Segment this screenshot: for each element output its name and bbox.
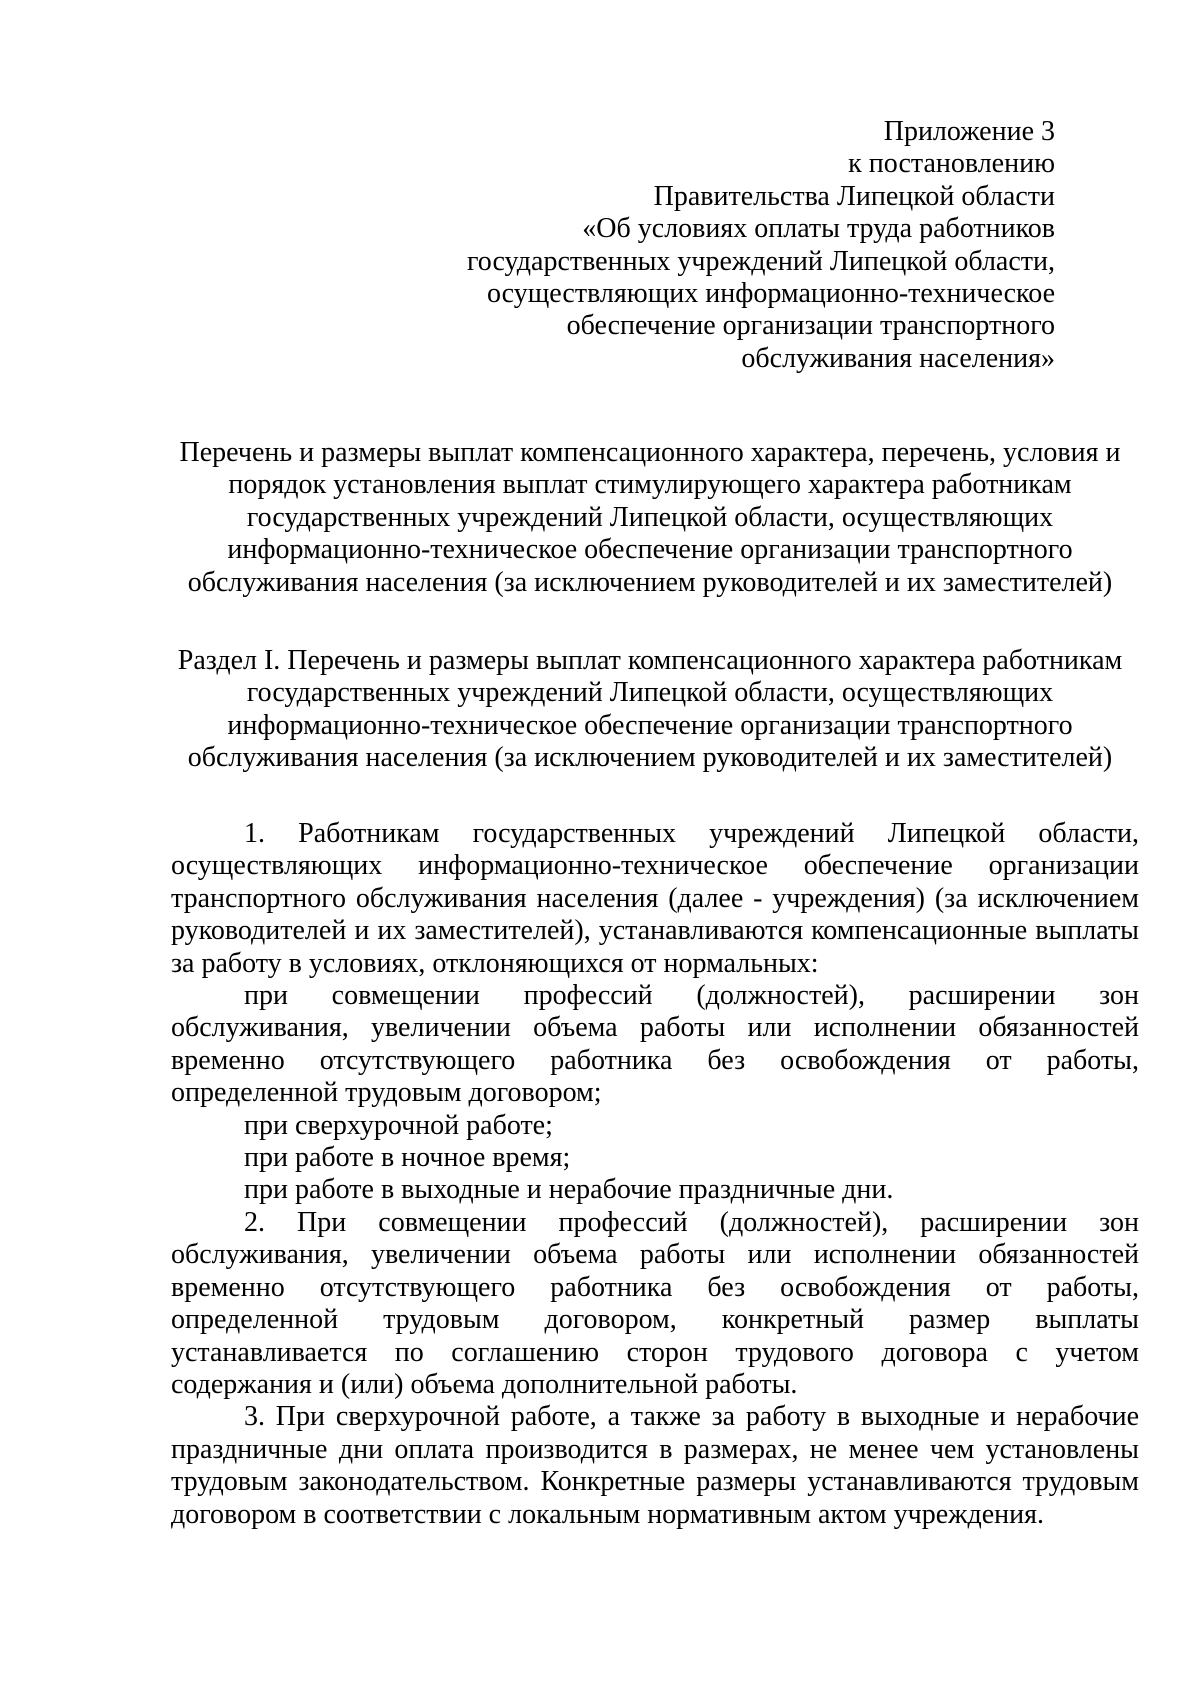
appendix-line: обслуживания населения»: [741, 342, 1055, 374]
section-heading: [160, 645, 1140, 775]
paragraph-night-work: при работе в ночное время;: [244, 1142, 571, 1174]
appendix-line: Правительства Липецкой области: [653, 180, 1055, 212]
appendix-line: осуществляющих информационно-техническое: [486, 278, 1055, 310]
paragraph-1: 1. Работникам государственных учреждений Липецкой области, осуществляющих информационно-техническое обеспечение организации транспортного обслуживания населения (далее - учреждения) (за исключением руководителей и их заместителей), устанавливаются компенсационные выплаты за работу в условиях, отклоняющихся от нормальных:: [171, 818, 1139, 979]
appendix-line: Приложение 3: [883, 116, 1055, 147]
title-line: государственных учреждений Липецкой области, осуществляющих: [246, 501, 1054, 533]
title-line: обслуживания населения (за исключением руководителей и их заместителей): [187, 566, 1113, 598]
section-heading-line: обслуживания населения (за исключением руководителей и их заместителей): [187, 742, 1113, 774]
appendix-line: обеспечение организации транспортного: [566, 310, 1055, 342]
document-body: [171, 818, 1139, 1531]
appendix-line: к постановлению: [848, 148, 1055, 180]
paragraph-overtime: при сверхурочной работе;: [244, 1109, 553, 1141]
section-heading-line: государственных учреждений Липецкой области, осуществляющих: [246, 677, 1054, 709]
appendix-line: государственных учреждений Липецкой области,: [467, 245, 1055, 277]
paragraph-2: 2. При совмещении профессий (должностей), расширении зон обслуживания, увеличении объема работы или исполнении обязанностей временно отсутствующего работника без освобождения от работы, определенной трудовым договором, конкретный размер выплаты устанавливается по соглашению сторон трудового договора с учетом содержания и (или) объема дополнительной работы.: [171, 1206, 1139, 1400]
appendix-line: «Об условиях оплаты труда работников: [582, 213, 1055, 245]
paragraph-combining-duties: при совмещении профессий (должностей), расширении зон обслуживания, увеличении объема работы или исполнении обязанностей временно отсутствующего работника без освобождения от работы, определенной трудовым договором;: [171, 980, 1139, 1109]
section-heading-line: Раздел I. Перечень и размеры выплат компенсационного характера работникам: [177, 645, 1123, 676]
paragraph-holiday-work: при работе в выходные и нерабочие праздничные дни.: [244, 1174, 894, 1206]
title-line: Перечень и размеры выплат компенсационного характера, перечень, условия и: [179, 437, 1121, 468]
section-heading-line: информационно-техническое обеспечение организации транспортного: [227, 709, 1073, 741]
document-title: [160, 437, 1140, 599]
appendix-header: [335, 116, 1055, 375]
title-line: порядок установления выплат стимулирующего характера работникам: [228, 469, 1072, 501]
paragraph-3: 3. При сверхурочной работе, а также за работу в выходные и нерабочие праздничные дни оплата производится в размерах, не менее чем установлены трудовым законодательством. Конкретные размеры устанавливаются трудовым договором в соответствии с локальным нормативным актом учреждения.: [171, 1401, 1139, 1530]
title-line: информационно-техническое обеспечение организации транспортного: [227, 534, 1073, 566]
